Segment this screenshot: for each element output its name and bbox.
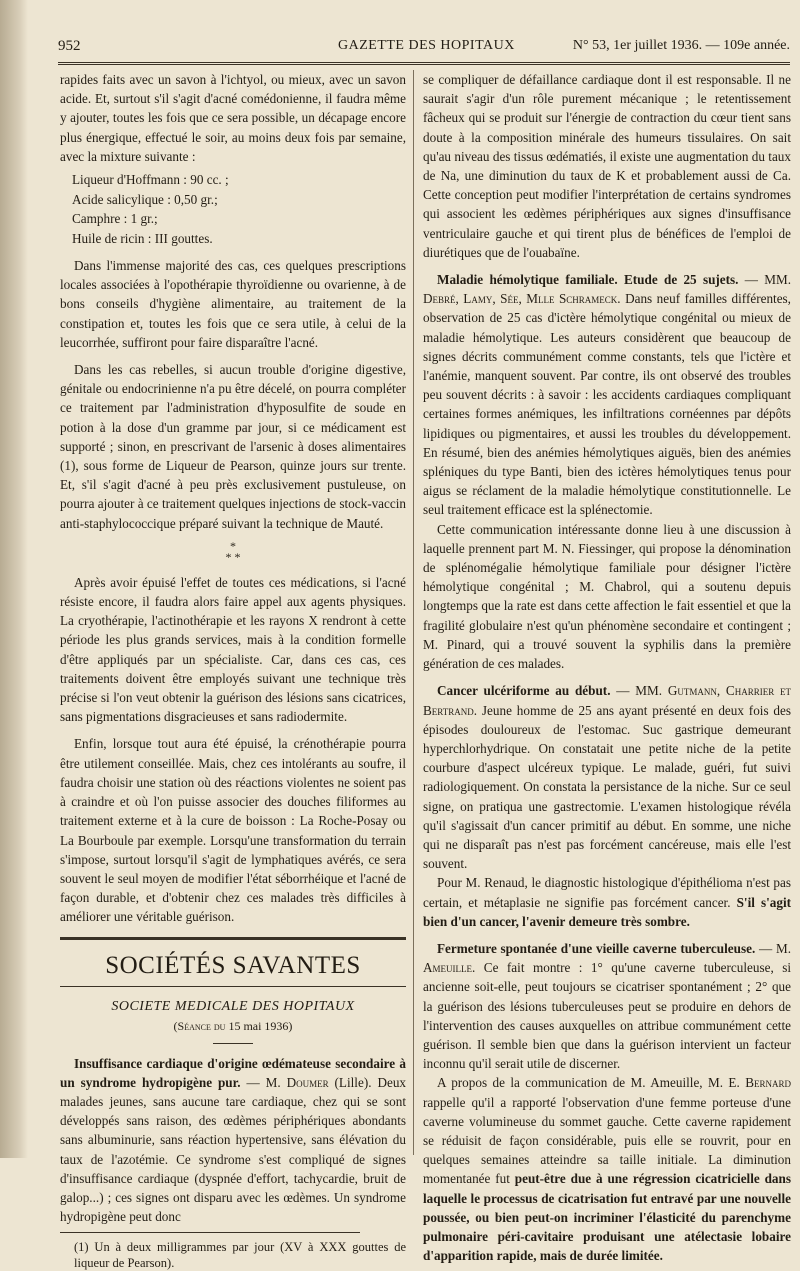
paragraph: Dans l'immense majorité des cas, ces quelques prescriptions locales associées à l'opothérapie thyroïdienne ou ovarienne, à de bons conseils d'hygiène alimentaire, au traitement de la constipation et, toutes les fois que ce sera utile, à celui de la leucorrhée, suffiront pour faire disparaître l'acné.: [60, 258, 406, 350]
paragraph: rapides faits avec un savon à l'ichtyol, ou mieux, avec un savon acide. Et, surtout s'il s'agit d'acné comédonienne, il faudra même y ajouter, toutes les fois que ce sera possible, un décapage encore plus énergique, effectué le soir, au moins deux fois par semaine, avec la mixture suivante :: [60, 72, 406, 164]
article-maladie-hemolytique: [423, 270, 791, 520]
article-body: Ce fait montre : 1° qu'une caverne tuberculeuse, si ancienne soit-elle, peut toujours se cicatriser spontanément ; 2° que la guérison des lésions tuberculeuses peut se produire en dehors de l'intervention des causes auxquelles on attribue communément cette guérison. Il semble bien que dans la guérison intervient un facteur inconnu qu'il serait utile de discerner.: [423, 960, 792, 1072]
article-cancer-ulceriforme: [423, 681, 791, 873]
footnote: (1) Un à deux milligrammes par jour (XV à XXX gouttes de liqueur de Pearson).: [74, 1240, 406, 1271]
recipe-item: Liqueur d'Hoffmann : 90 cc. ;: [72, 172, 229, 188]
author-city: (Lille).: [334, 1074, 372, 1090]
recipe-item: Huile de ricin : III gouttes.: [72, 230, 213, 246]
binding-edge: [0, 0, 28, 1158]
session-label: (Séance du: [173, 1018, 226, 1033]
journal-title: GAZETTE DES HOPITAUX: [338, 38, 515, 53]
right-column: [423, 70, 791, 1265]
recipe-item: Acide salicylique : 0,50 gr.;: [72, 191, 218, 207]
article-body: Deux malades jeunes, sans aucune tare cardiaque, chez qui se sont développés sans raison, des œdèmes périphériques abondants sans albuminurie, sans réaction hypertensive, sans élévation du taux de l'azotémie. Ce syndrome s'est compliqué de signes d'insuffisance cardiaque (dyspnée d'effort, tachycardie, bruit de galop...) ; ces signes ont disparu avec les œdèmes. Un syndrome hydropigène peut donc: [60, 1074, 407, 1225]
author-dash: — MM.: [616, 683, 663, 699]
discussion-text: rappelle qu'il a rapporté l'observation d'une femme porteuse d'une caverne volumineuse du sommet gauche. Cette caverne rapidement se réduisit de façon considérable, puis elle se rouvrit, pour en quelques semaines atteindre sa taille initiale. La diminution momentanée fut: [423, 1094, 791, 1187]
article-insuffisance-cardiaque: [60, 1054, 406, 1227]
running-header: [58, 38, 790, 60]
discussion-author: Bernard: [745, 1075, 791, 1091]
author-name: Doumer: [286, 1074, 329, 1090]
author-dash: — MM.: [744, 272, 792, 288]
footnote-rule: [60, 1232, 360, 1233]
article-caverne-tuberculeuse: [423, 939, 791, 1073]
asterism-separator: * * *: [225, 538, 241, 564]
discussion-emphasis: S'il s'agit bien d'un cancer, l'avenir demeure très sombre.: [423, 894, 792, 929]
discussion-text: A propos de la communication de M. Ameuille, M. E.: [437, 1075, 740, 1091]
paragraph: Après avoir épuisé l'effet de toutes ces médications, si l'acné résiste encore, il faudra alors faire appel aux agents physiques. La cryothérapie, l'actinothérapie et les rayons X rendront à cette période les plus grands services, mais à la condition formelle d'être appliqués par un spécialiste. Car, dans ces cas, ces traitements doivent être employés suivant une technique très précise si l'on veut obtenir la guérison des lésions sans cicatrices, sans pigmentations disgracieuses et sans radiodermite.: [60, 574, 406, 725]
column-divider: [413, 70, 414, 1155]
article-discussion: Cette communication intéressante donne lieu à une discussion à laquelle prennent part M. N. Fiessinger, qui propose la dénomination de splénomégalie hémolytique familiale pour désigner l'ictère hémolytique congénital ; M. Chabrol, qui a soutenu depuis longtemps que la rate est dans cette affection le fait essentiel et que la fragilité globulaire n'est qu'un phénomène secondaire et contingent ; M. Pinard, qui a trouvé souvent la syphilis dans la première génération de ces malades.: [423, 521, 791, 672]
short-rule: [213, 1043, 253, 1044]
society-title: SOCIETE MEDICALE DES HOPITAUX: [111, 998, 355, 1014]
session-date: [60, 1017, 406, 1035]
article-body: Dans neuf familles différentes, observation de 25 cas d'ictère hémolytique congénital ou mieux de maladie hémolytique. Les auteurs considèrent que beaucoup de signes décrits communément comme constants, tels que l'ictère et l'anémie, manquent souvent. Par contre, ils ont observé des troubles peu souvent décrits : à savoir : les accidents cardiaques compliquant certaines formes anémiques, les infiltrations cornéennes par dépôts lipidiques ou pigmentaires, et aussi les troubles du développement. En résumé, bien des anémies hémolytiques aiguës, bien des anémies spléniques du type Banti, bien des ictères hémolytiques tenus pour aigus se réclament de la maladie hémolytique constitutionnelle. Le seul traitement efficace est la splénectomie.: [423, 291, 791, 518]
author-dash: — M.: [246, 1074, 281, 1090]
author-name: Ameuille.: [423, 960, 476, 976]
recipe-item: Camphre : 1 gr.;: [72, 211, 158, 227]
paragraph: Enfin, lorsque tout aura été épuisé, la crénothérapie pourra être utilement conseillée. Mais, chez ces intolérants au soufre, il faudra choisir une station où des réactions violentes ne soient pas à craindre et où l'on puisse associer des douches filiformes au traitement externe et à la cure de boisson : La Roche-Posay ou La Bourboule par exemple. Lorsqu'une transformation du terrain s'impose, surtout lorsqu'il s'agit de lymphatiques avérés, ce sera souvent le seul moyen de modifier l'état séborrhéique et l'acné de façon durable, et d'obtenir chez ces malades très difficiles à améliorer une véritable guérison.: [60, 736, 406, 925]
page-number: 952: [58, 38, 81, 54]
section-rule: [60, 937, 406, 940]
left-column: [60, 70, 406, 1271]
article-title: Cancer ulcériforme au début.: [437, 683, 611, 699]
article-discussion: [423, 873, 791, 931]
discussion-emphasis: peut-être due à une régression cicatricielle dans laquelle le processus de cicatrisation fut entravé par une nouvelle poussée, ou bien peut-on incriminer l'élasticité du parenchyme pulmonaire péri-cavitaire produisant une atélectasie lobaire d'apparition rapide, mais de durée limitée.: [423, 1171, 791, 1264]
article-title: Fermeture spontanée d'une vieille caverne tuberculeuse.: [437, 940, 756, 956]
issue-info: N° 53, 1er juillet 1936. — 109e année.: [572, 38, 790, 53]
article-title: Insuffisance cardiaque d'origine œdémateuse secondaire à un syndrome hydropigène pur.: [60, 1055, 406, 1090]
header-rule: [58, 62, 790, 65]
discussion-text: Pour M. Renaud, le diagnostic histologique d'épithélioma n'est pas certain, et métaplasie ne signifie pas forcément cancer.: [423, 875, 791, 910]
article-discussion: [423, 1073, 791, 1265]
section-title: SOCIÉTÉS SAVANTES: [105, 951, 361, 979]
recipe-list: [60, 170, 406, 248]
author-names: Debré, Lamy, Sée, Mlle Schrameck.: [423, 291, 621, 307]
section-rule: [60, 986, 406, 987]
author-dash: — M.: [759, 940, 791, 956]
author-names: Gutmann, Charrier et Bertrand.: [423, 683, 792, 718]
paragraph: Dans les cas rebelles, si aucun trouble d'origine digestive, génitale ou endocrinienne n'a pu être décelé, on pourra compléter ce traitement par l'administration d'hyposulfite de soude en potion à la dose d'un gramme par jour, si ce médicament est supporté ; sinon, en prescrivant de l'arsenic à doses alimentaires (1), sous forme de Liqueur de Pearson, quinze jours sur trente. Et, s'il s'agit d'acné à peu près exclusivement pustuleuse, on pourra ajouter à ce traitement quelques injections de stock-vaccin anti-staphylococcique préparé suivant la technique de Mauté.: [60, 362, 406, 531]
session-day: 15 mai 1936): [228, 1018, 293, 1033]
article-body: Jeune homme de 25 ans ayant présenté en deux fois des épisodes douloureux de l'estomac. Suc gastrique demeurant hyperchlorhydrique. On constatait une petite niche de la petite courbure d'aspect ulcéreux typique. Le malade, guéri, fut suivi radiologiquement. On constata la persistance de la niche. Sur ce seul signe, on pratiqua une gastrectomie. L'examen histologique révéla qu'il s'agissait d'un cancer primitif au début. En somme, une niche qui ne disparaît pas n'est pas forcément cancéreuse, mais elle l'est souvent.: [423, 702, 792, 872]
article-title: Maladie hémolytique familiale. Etude de 25 sujets.: [437, 272, 739, 288]
paragraph: se compliquer de défaillance cardiaque dont il est responsable. Il ne saurait s'agir d'un rôle purement mécanique ; le retentissement fâcheux qui se produit sur l'énergie de contraction du cœur tient sans doute à la composition minérale des humeurs tissulaires. On sait qu'au niveau des tissus œdématiés, il existe une augmentation du taux de Na, une diminution du taux de K et probablement aussi de Ca. Cette conception peut modifier l'interprétation de certains syndromes qui associent les œdèmes périphériques aux signes d'insuffisance ventriculaire gauche et qui tirent plus de bénéfices de l'emploi de diurétiques que de l'ouabaïne.: [423, 72, 791, 260]
